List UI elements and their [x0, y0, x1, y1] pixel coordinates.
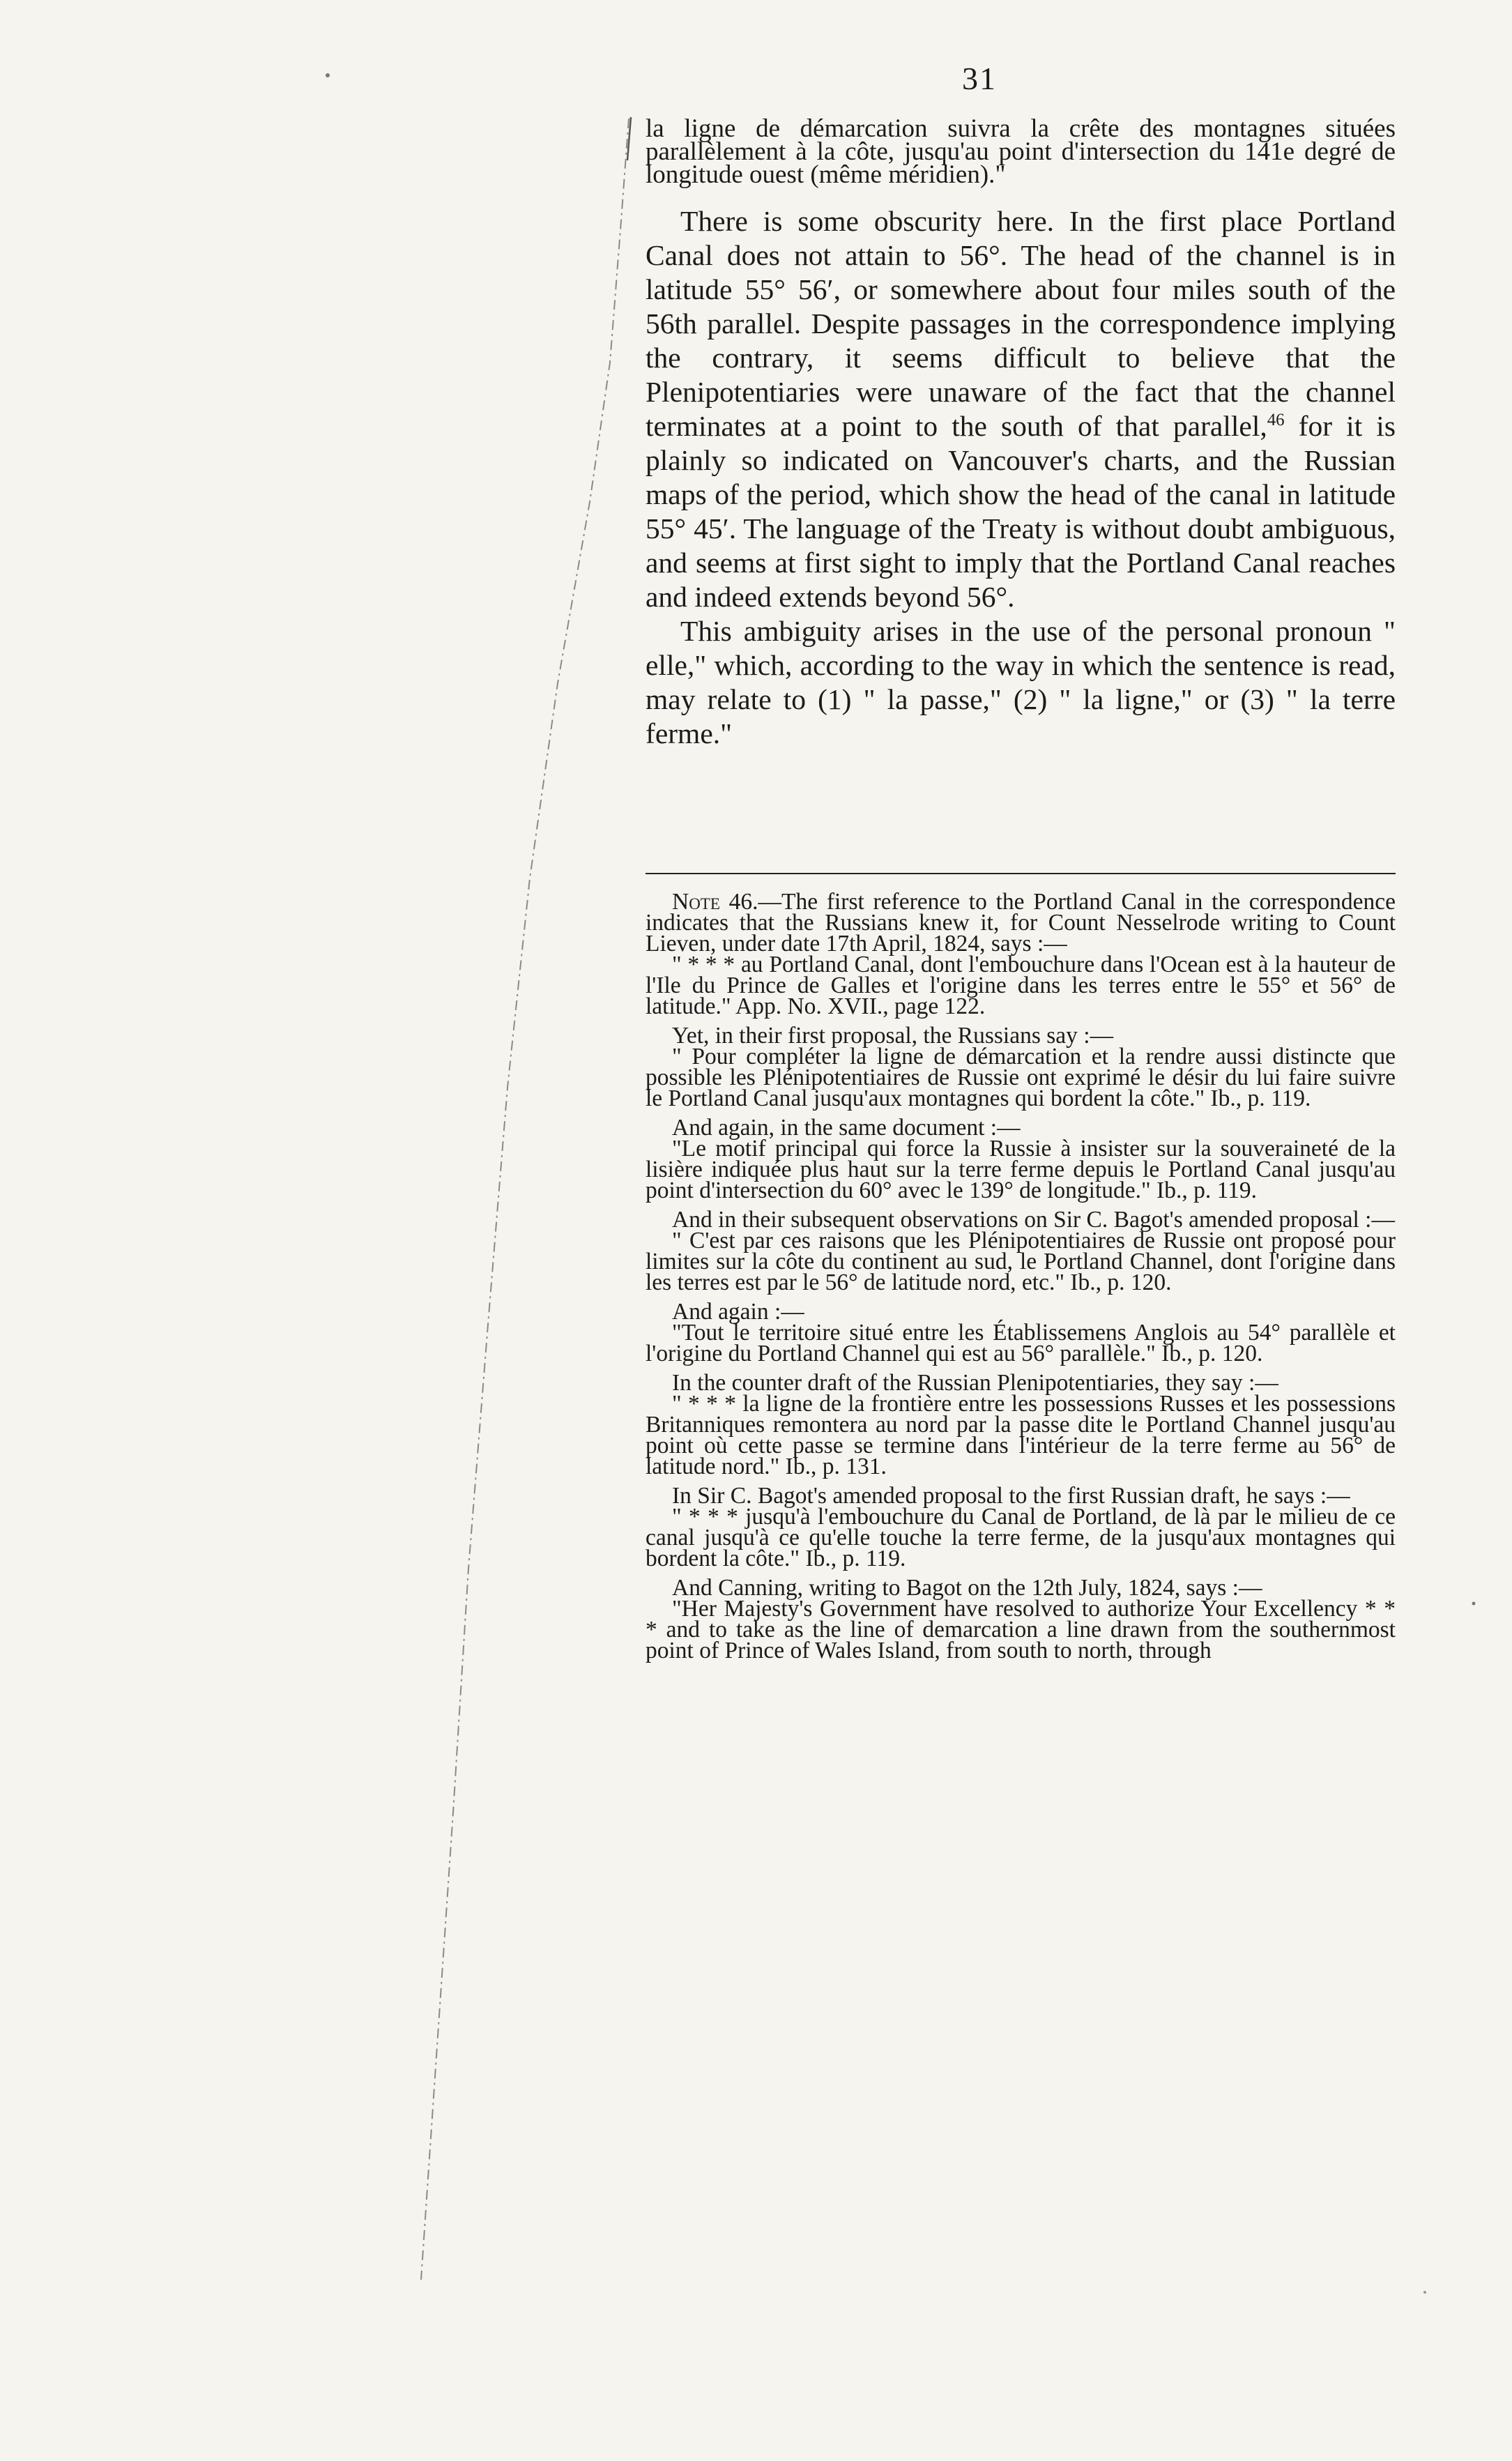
footnote-reference: 46	[1267, 411, 1285, 430]
note-quote: " * * * au Portland Canal, dont l'embouchure dans l'Ocean est à la hauteur de l'Ile du Prince de Galles et l'origine dans les terres entre le 55° et 56° de latitude." App. No. XVII., page 122.	[646, 952, 1396, 1019]
note-label: Note 46.	[672, 889, 758, 915]
note-quote: " * * * jusqu'à l'embouchure du Canal de Portland, de là par le milieu de ce canal jusqu'à ce qu'elle touche la terre ferme, de la jusqu'aux montagnes qui bordent la côte." Ib., p. 119.	[646, 1504, 1396, 1571]
note-46: Note 46.—The first reference to the Portland Canal in the correspondence indicates that the Russians knew it, for Count Nesselrode writing to Count Lieven, under date 17th April, 1824, says :—	[646, 889, 1396, 957]
note-text: And in their subsequent observations on Sir C. Bagot's amended proposal :—	[672, 1207, 1395, 1233]
note-text: And Canning, writing to Bagot on the 12th July, 1824, says :—	[672, 1575, 1262, 1601]
footnote-divider	[646, 873, 1396, 874]
note-quote: "Le motif principal qui force la Russie à insister sur la souveraineté de la lisière indiquée plus haut sur la terre ferme depuis le Portland Canal jusqu'au point d'intersection du 60° avec le 139° de longitude." Ib., p. 119.	[646, 1136, 1396, 1203]
note-text: And again, in the same document :—	[672, 1115, 1021, 1141]
note-text: In Sir C. Bagot's amended proposal to the first Russian draft, he says :—	[672, 1483, 1350, 1509]
quote-continuation: la ligne de démarcation suivra la crête des montagnes situées parallèlement à la côte, jusqu'au point d'intersection du 141e degré de longitude ouest (même méridien)."	[646, 114, 1396, 189]
page-number: 31	[962, 61, 997, 96]
note-quote: "Her Majesty's Government have resolved to authorize Your Excellency * * * and to take as the line of demarcation a line drawn from the southernmost point of Prince of Wales Island, from south to north, through	[646, 1596, 1396, 1663]
note-quote: "Tout le territoire situé entre les Établissemens Anglois au 54° parallèle et l'origine du Portland Channel qui est au 56° parallèle." Ib., p. 120.	[646, 1320, 1396, 1366]
note-text: In the counter draft of the Russian Plenipotentiaries, they say :—	[672, 1370, 1278, 1396]
note-text: Yet, in their first proposal, the Russians say :—	[672, 1023, 1114, 1049]
note-text: And again :—	[672, 1299, 804, 1325]
body-paragraph-1: There is some obscurity here. In the first place Portland Canal does not attain to 56°. The head of the channel is in latitude 55° 56′, or somewhere about four miles south of the 56th parallel. Despite passages in the correspondence implying the contrary, it seems difficult to believe that the Plenipotentiaries were unaware of the fact that the channel terminates at a point to the south of that parallel,$^{46}$ for it is plainly so indicated on Vancouver's charts, and the Russian maps of the period, which show the head of the canal in latitude 55° 45′. The language of the Treaty is without doubt ambiguous, and seems at first sight to imply that the Portland Canal reaches and indeed extends beyond 56°.	[646, 205, 1396, 613]
footnotes	[646, 889, 1396, 1663]
note-quote: " * * * la ligne de la frontière entre les possessions Russes et les possessions Britanniques remontera au nord par la passe dite le Portland Channel jusqu'au point où cette passe se termine dans l'intérieur de la terre ferme au 56° de latitude nord." Ib., p. 131.	[646, 1391, 1396, 1479]
note-quote: " C'est par ces raisons que les Plénipotentiaires de Russie ont proposé pour limites sur la côte du continent au sud, le Portland Channel, dont l'origine dans les terres est par le 56° de latitude nord, etc." Ib., p. 120.	[646, 1228, 1396, 1295]
main-text	[646, 114, 1396, 751]
body-paragraph-2: This ambiguity arises in the use of the personal pronoun " elle," which, according to the way in which the sentence is read, may relate to (1) " la passe," (2) " la ligne," or (3) " la terre ferme."	[646, 615, 1396, 749]
note-quote: " Pour compléter la ligne de démarcation et la rendre aussi distincte que possible les Plénipotentiaires de Russie ont exprimé le désir du lui faire suivre le Portland Canal jusqu'aux montagnes qui bordent la côte." Ib., p. 119.	[646, 1044, 1396, 1111]
speck-mark	[326, 73, 330, 77]
